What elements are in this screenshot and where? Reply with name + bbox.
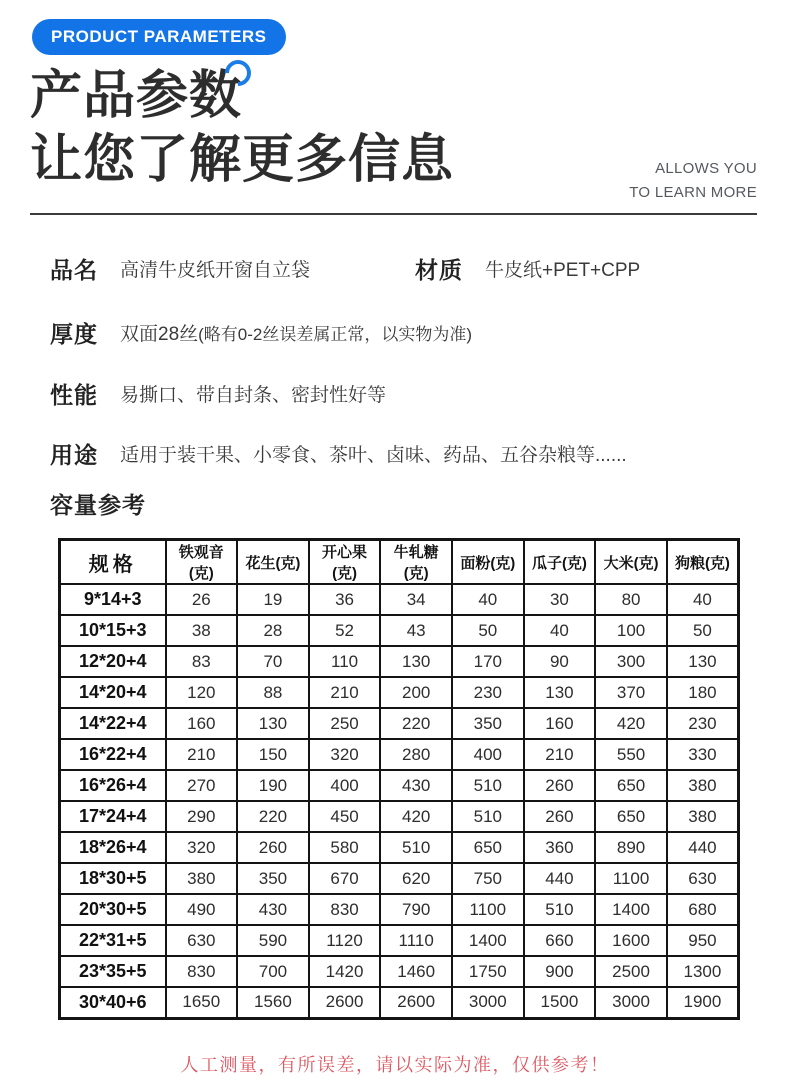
capacity-value-cell: 130 bbox=[667, 646, 739, 677]
table-row bbox=[60, 863, 739, 894]
spec-size-cell: 20*30+5 bbox=[60, 894, 166, 925]
spec-label-performance: 性能 bbox=[50, 382, 98, 408]
capacity-value-cell: 1750 bbox=[452, 956, 524, 987]
spec-row-performance bbox=[50, 377, 760, 410]
capacity-value-cell: 510 bbox=[452, 770, 524, 801]
capacity-value-cell: 550 bbox=[595, 739, 667, 770]
capacity-value-cell: 400 bbox=[452, 739, 524, 770]
capacity-value-cell: 150 bbox=[237, 739, 309, 770]
capacity-value-cell: 80 bbox=[595, 584, 667, 615]
column-header: 花生(克) bbox=[237, 540, 309, 585]
footer-disclaimer: 人工测量，有所误差，请以实际为准，仅供参考！ bbox=[180, 1055, 610, 1075]
page-title-line1: 产品参数 bbox=[30, 67, 243, 125]
capacity-value-cell: 380 bbox=[667, 801, 739, 832]
capacity-value-cell: 88 bbox=[237, 677, 309, 708]
capacity-value-cell: 43 bbox=[380, 615, 452, 646]
capacity-value-cell: 420 bbox=[380, 801, 452, 832]
capacity-value-cell: 350 bbox=[452, 708, 524, 739]
capacity-value-cell: 34 bbox=[380, 584, 452, 615]
capacity-value-cell: 2600 bbox=[309, 987, 381, 1018]
capacity-value-cell: 190 bbox=[237, 770, 309, 801]
capacity-value-cell: 660 bbox=[524, 925, 596, 956]
capacity-value-cell: 830 bbox=[309, 894, 381, 925]
capacity-value-cell: 230 bbox=[667, 708, 739, 739]
table-row bbox=[60, 770, 739, 801]
table-row bbox=[60, 708, 739, 739]
column-header: 开心果(克) bbox=[309, 540, 381, 585]
capacity-value-cell: 510 bbox=[380, 832, 452, 863]
column-header: 瓜子(克) bbox=[524, 540, 596, 585]
column-header: 牛轧糖(克) bbox=[380, 540, 452, 585]
capacity-value-cell: 50 bbox=[452, 615, 524, 646]
capacity-value-cell: 70 bbox=[237, 646, 309, 677]
capacity-value-cell: 620 bbox=[380, 863, 452, 894]
capacity-value-cell: 580 bbox=[309, 832, 381, 863]
capacity-value-cell: 700 bbox=[237, 956, 309, 987]
capacity-value-cell: 1600 bbox=[595, 925, 667, 956]
capacity-value-cell: 400 bbox=[309, 770, 381, 801]
table-row bbox=[60, 987, 739, 1018]
capacity-value-cell: 130 bbox=[380, 646, 452, 677]
spec-label-name: 品名 bbox=[50, 257, 98, 283]
spec-size-cell: 18*26+4 bbox=[60, 832, 166, 863]
capacity-value-cell: 300 bbox=[595, 646, 667, 677]
capacity-value-cell: 750 bbox=[452, 863, 524, 894]
spec-value-thickness-main: 双面28丝 bbox=[120, 324, 199, 345]
spec-size-cell: 30*40+6 bbox=[60, 987, 166, 1018]
capacity-value-cell: 230 bbox=[452, 677, 524, 708]
spec-size-cell: 23*35+5 bbox=[60, 956, 166, 987]
spec-size-cell: 22*31+5 bbox=[60, 925, 166, 956]
column-header: 大米(克) bbox=[595, 540, 667, 585]
capacity-value-cell: 830 bbox=[166, 956, 238, 987]
capacity-value-cell: 1500 bbox=[524, 987, 596, 1018]
capacity-value-cell: 350 bbox=[237, 863, 309, 894]
capacity-value-cell: 260 bbox=[237, 832, 309, 863]
capacity-table bbox=[58, 538, 740, 1020]
capacity-value-cell: 430 bbox=[237, 894, 309, 925]
capacity-value-cell: 1560 bbox=[237, 987, 309, 1018]
spec-value-performance: 易撕口、带自封条、密封性好等 bbox=[120, 385, 387, 406]
capacity-value-cell: 650 bbox=[595, 770, 667, 801]
capacity-value-cell: 170 bbox=[452, 646, 524, 677]
table-row bbox=[60, 615, 739, 646]
capacity-value-cell: 130 bbox=[237, 708, 309, 739]
capacity-value-cell: 1100 bbox=[452, 894, 524, 925]
capacity-value-cell: 250 bbox=[309, 708, 381, 739]
capacity-value-cell: 200 bbox=[380, 677, 452, 708]
spec-value-thickness-note: (略有0-2丝误差属正常，以实物为准) bbox=[198, 325, 473, 344]
spec-value-thickness bbox=[120, 319, 472, 346]
capacity-value-cell: 52 bbox=[309, 615, 381, 646]
capacity-value-cell: 40 bbox=[524, 615, 596, 646]
capacity-value-cell: 440 bbox=[524, 863, 596, 894]
spec-label-usage: 用途 bbox=[50, 442, 98, 468]
capacity-value-cell: 50 bbox=[667, 615, 739, 646]
spec-group-material bbox=[415, 252, 640, 285]
capacity-value-cell: 83 bbox=[166, 646, 238, 677]
spec-size-cell: 10*15+3 bbox=[60, 615, 166, 646]
capacity-value-cell: 380 bbox=[667, 770, 739, 801]
capacity-value-cell: 1100 bbox=[595, 863, 667, 894]
capacity-value-cell: 19 bbox=[237, 584, 309, 615]
capacity-value-cell: 490 bbox=[166, 894, 238, 925]
capacity-value-cell: 38 bbox=[166, 615, 238, 646]
capacity-value-cell: 320 bbox=[309, 739, 381, 770]
capacity-value-cell: 440 bbox=[667, 832, 739, 863]
capacity-value-cell: 260 bbox=[524, 801, 596, 832]
capacity-reference-title: 容量参考 bbox=[50, 492, 146, 518]
spec-value-usage: 适用于装干果、小零食、茶叶、卤味、药品、五谷杂粮等...... bbox=[120, 445, 627, 466]
table-row bbox=[60, 739, 739, 770]
subtitle-english-line1: ALLOWS YOU bbox=[655, 160, 757, 177]
capacity-value-cell: 130 bbox=[524, 677, 596, 708]
table-row bbox=[60, 584, 739, 615]
table-row bbox=[60, 894, 739, 925]
capacity-value-cell: 1300 bbox=[667, 956, 739, 987]
capacity-value-cell: 590 bbox=[237, 925, 309, 956]
subtitle-english bbox=[629, 157, 757, 205]
capacity-value-cell: 100 bbox=[595, 615, 667, 646]
capacity-value-cell: 370 bbox=[595, 677, 667, 708]
capacity-value-cell: 630 bbox=[166, 925, 238, 956]
capacity-value-cell: 220 bbox=[237, 801, 309, 832]
capacity-value-cell: 670 bbox=[309, 863, 381, 894]
spec-value-material: 牛皮纸+PET+CPP bbox=[485, 260, 641, 281]
spec-size-cell: 14*22+4 bbox=[60, 708, 166, 739]
spec-label-thickness: 厚度 bbox=[50, 321, 98, 347]
table-row bbox=[60, 646, 739, 677]
capacity-value-cell: 220 bbox=[380, 708, 452, 739]
capacity-value-cell: 3000 bbox=[595, 987, 667, 1018]
spec-row-thickness bbox=[50, 316, 760, 349]
capacity-value-cell: 2600 bbox=[380, 987, 452, 1018]
capacity-value-cell: 26 bbox=[166, 584, 238, 615]
table-row bbox=[60, 925, 739, 956]
capacity-value-cell: 680 bbox=[667, 894, 739, 925]
spec-size-cell: 9*14+3 bbox=[60, 584, 166, 615]
spec-label-material: 材质 bbox=[415, 257, 463, 283]
capacity-value-cell: 1420 bbox=[309, 956, 381, 987]
capacity-value-cell: 30 bbox=[524, 584, 596, 615]
capacity-value-cell: 1400 bbox=[452, 925, 524, 956]
capacity-value-cell: 36 bbox=[309, 584, 381, 615]
capacity-value-cell: 260 bbox=[524, 770, 596, 801]
table-row bbox=[60, 801, 739, 832]
capacity-value-cell: 950 bbox=[667, 925, 739, 956]
capacity-value-cell: 420 bbox=[595, 708, 667, 739]
spec-size-cell: 12*20+4 bbox=[60, 646, 166, 677]
capacity-value-cell: 270 bbox=[166, 770, 238, 801]
capacity-value-cell: 510 bbox=[452, 801, 524, 832]
column-header: 铁观音(克) bbox=[166, 540, 238, 585]
table-row bbox=[60, 956, 739, 987]
spec-row-usage bbox=[50, 437, 760, 470]
capacity-value-cell: 1460 bbox=[380, 956, 452, 987]
capacity-value-cell: 280 bbox=[380, 739, 452, 770]
capacity-value-cell: 650 bbox=[595, 801, 667, 832]
capacity-value-cell: 2500 bbox=[595, 956, 667, 987]
page-title-line2: 让您了解更多信息 bbox=[30, 131, 455, 189]
capacity-value-cell: 450 bbox=[309, 801, 381, 832]
capacity-value-cell: 210 bbox=[166, 739, 238, 770]
column-header: 狗粮(克) bbox=[667, 540, 739, 585]
capacity-value-cell: 320 bbox=[166, 832, 238, 863]
capacity-value-cell: 900 bbox=[524, 956, 596, 987]
capacity-value-cell: 380 bbox=[166, 863, 238, 894]
spec-size-cell: 14*20+4 bbox=[60, 677, 166, 708]
product-parameters-badge: PRODUCT PARAMETERS bbox=[32, 19, 286, 55]
capacity-table-body bbox=[60, 584, 739, 1018]
spec-size-cell: 16*26+4 bbox=[60, 770, 166, 801]
column-header-spec: 规格 bbox=[60, 540, 166, 585]
capacity-value-cell: 90 bbox=[524, 646, 596, 677]
capacity-value-cell: 210 bbox=[524, 739, 596, 770]
spec-value-name: 高清牛皮纸开窗自立袋 bbox=[120, 260, 311, 281]
spec-row-name-material bbox=[50, 252, 760, 285]
capacity-value-cell: 510 bbox=[524, 894, 596, 925]
table-header-row bbox=[60, 540, 739, 585]
capacity-value-cell: 210 bbox=[309, 677, 381, 708]
capacity-value-cell: 630 bbox=[667, 863, 739, 894]
spec-size-cell: 18*30+5 bbox=[60, 863, 166, 894]
subtitle-english-line2: TO LEARN MORE bbox=[629, 184, 757, 201]
capacity-value-cell: 3000 bbox=[452, 987, 524, 1018]
capacity-value-cell: 1400 bbox=[595, 894, 667, 925]
capacity-value-cell: 40 bbox=[452, 584, 524, 615]
capacity-value-cell: 28 bbox=[237, 615, 309, 646]
capacity-value-cell: 1110 bbox=[380, 925, 452, 956]
capacity-value-cell: 1120 bbox=[309, 925, 381, 956]
spec-size-cell: 17*24+4 bbox=[60, 801, 166, 832]
capacity-value-cell: 110 bbox=[309, 646, 381, 677]
capacity-value-cell: 790 bbox=[380, 894, 452, 925]
capacity-value-cell: 330 bbox=[667, 739, 739, 770]
capacity-value-cell: 1900 bbox=[667, 987, 739, 1018]
table-row bbox=[60, 832, 739, 863]
capacity-table-head bbox=[60, 540, 739, 585]
capacity-value-cell: 160 bbox=[166, 708, 238, 739]
capacity-value-cell: 1650 bbox=[166, 987, 238, 1018]
divider-line bbox=[30, 213, 757, 215]
capacity-value-cell: 160 bbox=[524, 708, 596, 739]
capacity-value-cell: 360 bbox=[524, 832, 596, 863]
capacity-value-cell: 430 bbox=[380, 770, 452, 801]
table-row bbox=[60, 677, 739, 708]
capacity-value-cell: 180 bbox=[667, 677, 739, 708]
column-header: 面粉(克) bbox=[452, 540, 524, 585]
spec-size-cell: 16*22+4 bbox=[60, 739, 166, 770]
capacity-value-cell: 290 bbox=[166, 801, 238, 832]
capacity-value-cell: 890 bbox=[595, 832, 667, 863]
capacity-value-cell: 120 bbox=[166, 677, 238, 708]
capacity-value-cell: 40 bbox=[667, 584, 739, 615]
capacity-value-cell: 650 bbox=[452, 832, 524, 863]
